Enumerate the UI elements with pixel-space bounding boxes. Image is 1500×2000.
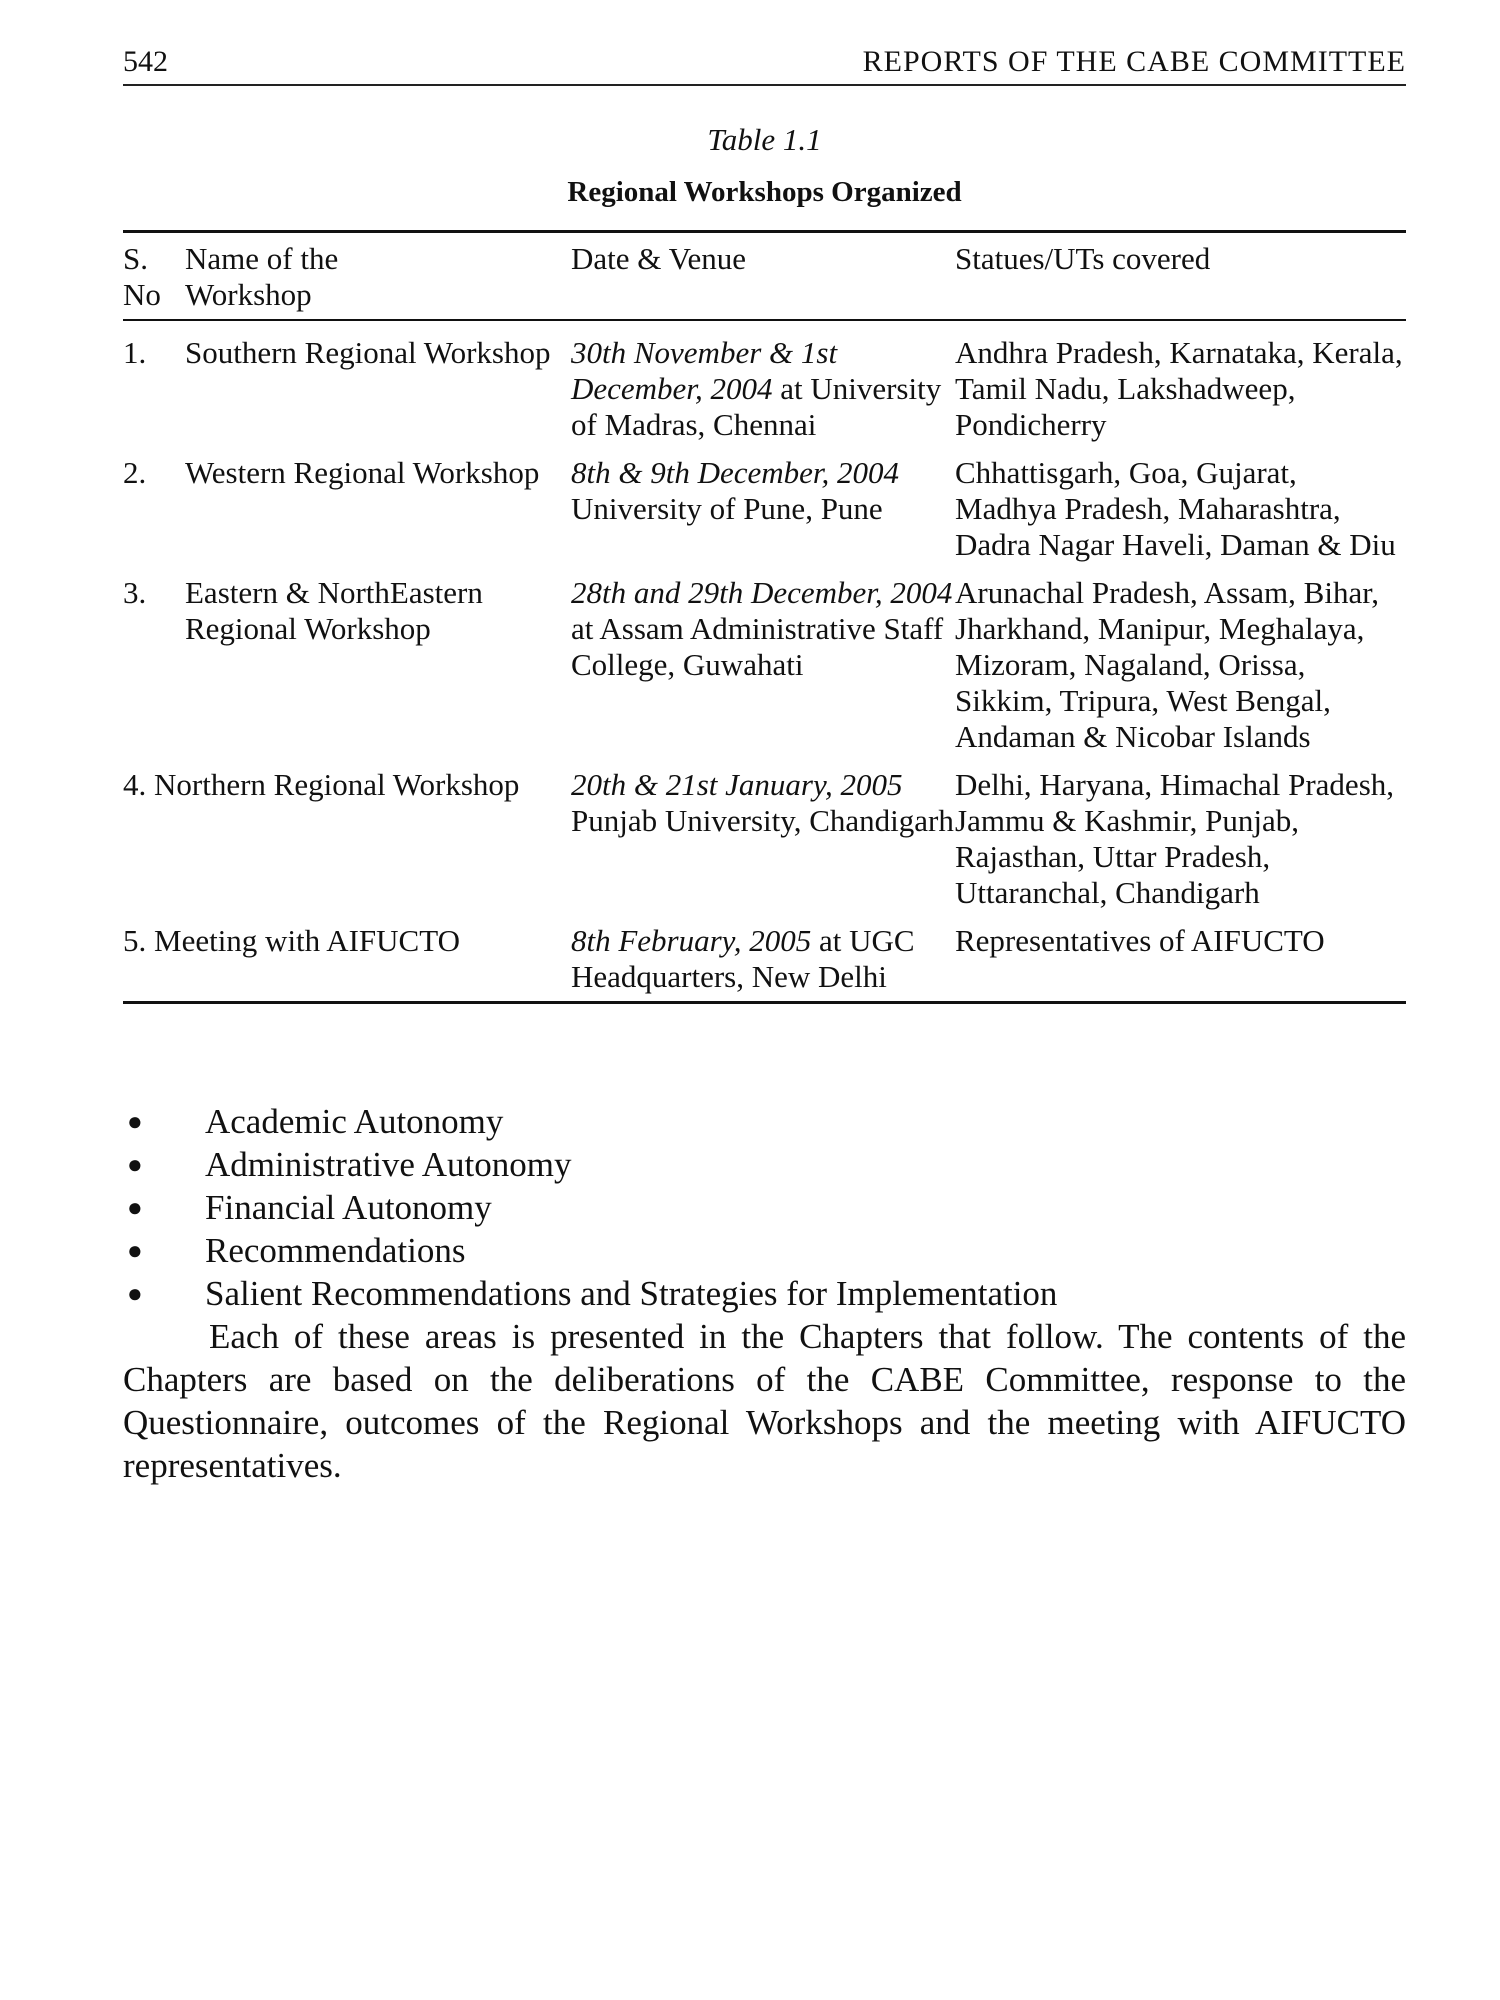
row-date: 8th February, 2005 [571,923,812,958]
table-row [123,911,1406,995]
row-date: 28th and 29th December, 2004 [571,575,953,610]
row-workshop-name: Meeting with AIFUCTO [154,923,460,958]
bullet-icon: ● [127,1150,143,1179]
row-sno: 3. [123,575,147,610]
running-title: REPORTS OF THE CABE COMMITTEE [862,45,1406,78]
list-item [123,1186,1406,1229]
row-states: Representatives of AIFUCTO [955,923,1325,958]
row-states: Delhi, Haryana, Himachal Pradesh, Jammu & Kashmir, Punjab, Rajasthan, Uttar Pradesh, Uttaranchal, Chandigarh [955,767,1395,910]
table-bottom-rule [123,1001,1406,1004]
list-item-text: Administrative Autonomy [205,1145,572,1184]
topics-list [123,1100,1406,1315]
header-sno-line1: S. [123,241,148,276]
table-caption [123,120,1406,212]
header-name-line2: Workshop [185,277,312,312]
list-item-text: Salient Recommendations and Strategies for Implementation [205,1274,1058,1313]
table-header-row [123,233,1406,319]
row-workshop-name: Eastern & NorthEastern Regional Workshop [185,575,483,646]
row-venue: at University of Madras, Chennai [571,371,942,442]
header-states: Statues/UTs covered [955,241,1211,276]
table-row [123,321,1406,443]
bullet-icon: ● [127,1193,143,1222]
row-date: 8th & 9th December, 2004 [571,455,900,490]
row-sno: 1. [123,335,147,370]
bullet-icon: ● [127,1107,143,1136]
bullet-icon: ● [127,1279,143,1308]
row-date: 20th & 21st January, 2005 [571,767,903,802]
list-item-text: Recommendations [205,1231,466,1270]
row-venue: Punjab University, Chandigarh [571,803,954,838]
row-states: Chhattisgarh, Goa, Gujarat, Madhya Pradesh, Maharashtra, Dadra Nagar Haveli, Daman & Diu [955,455,1396,562]
row-workshop-name: Southern Regional Workshop [185,335,551,370]
row-sno: 5. [123,923,147,958]
table-row [123,443,1406,563]
row-workshop-name: Western Regional Workshop [185,455,540,490]
list-item [123,1100,1406,1143]
table-label: Table 1.1 [707,122,822,157]
table-row [123,755,1406,911]
row-venue: at Assam Administrative Staff College, Guwahati [571,611,944,682]
header-sno-line2: No [123,277,161,312]
table-row [123,563,1406,755]
closing-paragraph: Each of these areas is presented in the Chapters that follow. The contents of the Chapters are based on the deliberations of the CABE Committee, response to the Questionnaire, outcomes of the Regional Workshops and the meeting with AIFUCTO representatives. [123,1317,1406,1485]
row-workshop-name: Northern Regional Workshop [154,767,520,802]
row-sno: 2. [123,455,147,490]
header-date-venue: Date & Venue [571,241,747,276]
list-item-text: Academic Autonomy [205,1102,504,1141]
list-item [123,1143,1406,1186]
row-venue: at UGC Headquarters, New Delhi [571,923,915,994]
row-date: 30th November & 1st December, 2004 [571,335,838,406]
bullet-icon: ● [127,1236,143,1265]
row-states: Arunachal Pradesh, Assam, Bihar, Jharkhand, Manipur, Meghalaya, Mizoram, Nagaland, Orissa, Sikkim, Tripura, West Bengal, Andaman & Nicobar Islands [955,575,1380,754]
running-header [123,40,1406,86]
list-item [123,1272,1406,1315]
page-number: 542 [123,45,168,78]
list-item [123,1229,1406,1272]
list-item-text: Financial Autonomy [205,1188,492,1227]
row-states: Andhra Pradesh, Karnataka, Kerala, Tamil Nadu, Lakshadweep, Pondicherry [955,335,1403,442]
row-sno: 4. [123,767,147,802]
workshops-table [123,233,1406,995]
table-title: Regional Workshops Organized [567,176,962,208]
header-name-line1: Name of the [185,241,339,276]
row-venue: University of Pune, Pune [571,491,883,526]
document-page [123,40,1406,1487]
header-sno-name [123,233,571,319]
